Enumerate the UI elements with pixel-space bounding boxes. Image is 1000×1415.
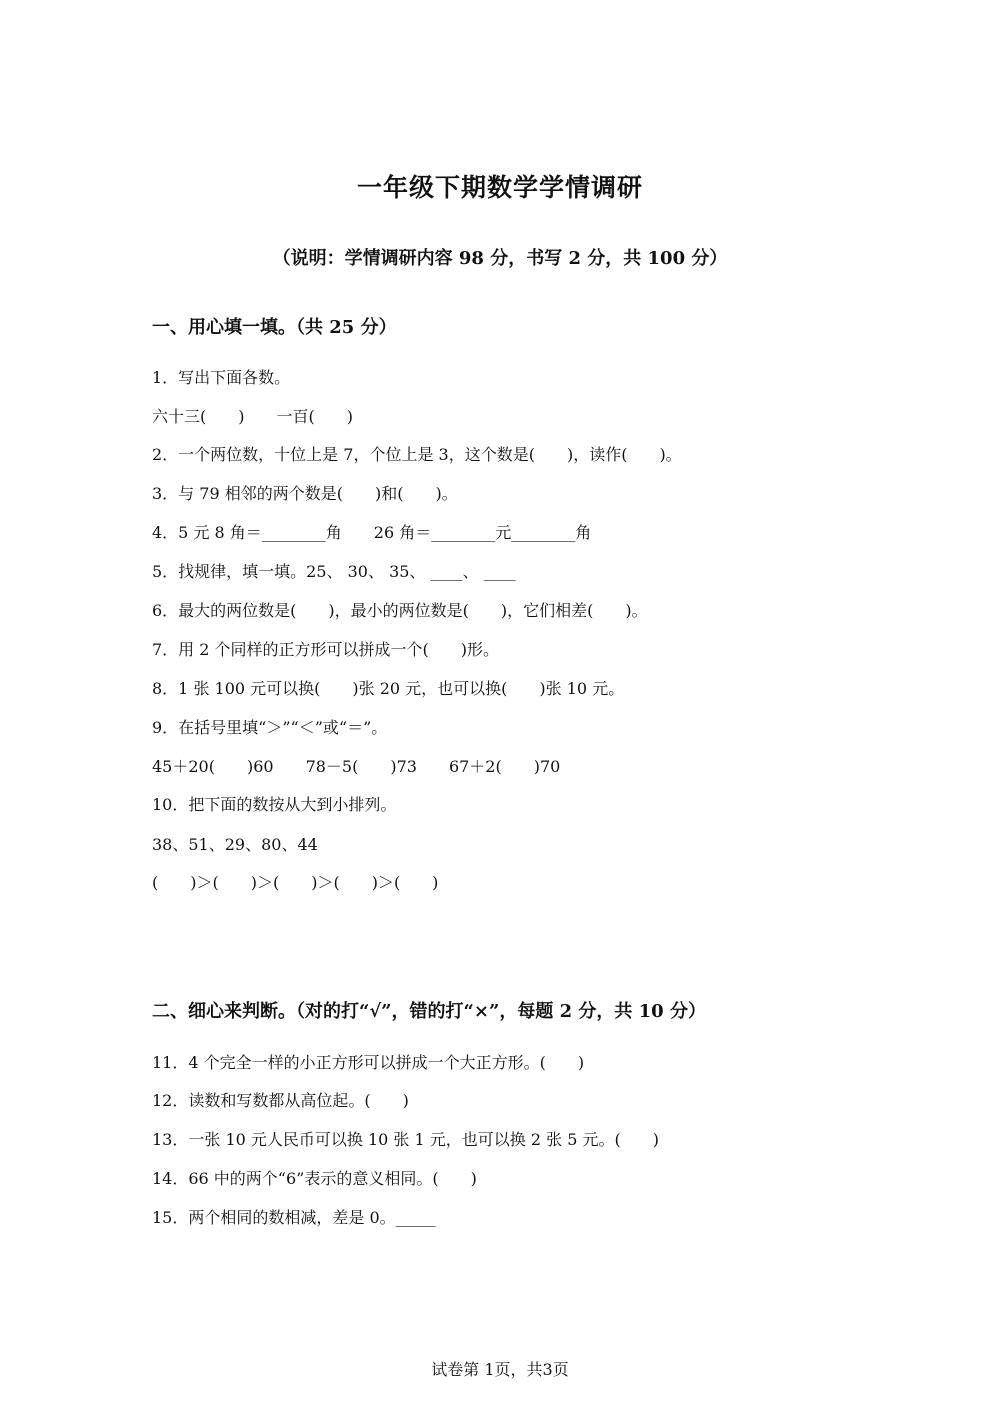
section-2-heading: 二、细心来判断。（对的打“√”，错的打“×”，每题 2 分，共 10 分） — [152, 1001, 706, 1022]
question-13: 13．一张 10 元人民币可以换 10 张 1 元，也可以换 2 张 5 元。( ) — [152, 1130, 659, 1149]
section-1-heading: 一、用心填一填。（共 25 分） — [152, 317, 397, 338]
question-7: 7．用 2 个同样的正方形可以拼成一个( )形。 — [152, 640, 500, 659]
question-6: 6．最大的两位数是( )，最小的两位数是( )，它们相差( )。 — [152, 601, 648, 620]
question-14: 14．66 中的两个“6”表示的意义相同。( ) — [152, 1169, 477, 1188]
question-10: 10．把下面的数按从大到小排列。 — [152, 795, 397, 814]
question-10-answer-line: ( )＞( )＞( )＞( )＞( ) — [152, 873, 439, 892]
question-1: 1．写出下面各数。 — [152, 368, 291, 387]
question-4: 4．5 元 8 角＝________角 26 角＝________元________角 — [152, 523, 592, 542]
question-9: 9．在括号里填“＞”“＜”或“＝”。 — [152, 718, 388, 737]
page-footer: 试卷第 1页，共3页 — [431, 1360, 569, 1379]
question-10-numbers: 38、51、29、80、44 — [152, 835, 318, 854]
question-15: 15．两个相同的数相减，差是 0。_____ — [152, 1208, 436, 1227]
question-5: 5．找规律，填一填。25、 30、 35、 ____、 ____ — [152, 562, 516, 581]
question-9-answer-line: 45＋20( )60 78－5( )73 67＋2( )70 — [152, 757, 561, 776]
question-1-answer-line: 六十三( ) 一百( ) — [152, 407, 353, 426]
page-title: 一年级下期数学学情调研 — [356, 173, 643, 202]
exam-instructions: （说明：学情调研内容 98 分，书写 2 分，共 100 分） — [272, 248, 728, 269]
question-2: 2．一个两位数，十位上是 7，个位上是 3，这个数是( )，读作( )。 — [152, 445, 682, 464]
question-3: 3．与 79 相邻的两个数是( )和( )。 — [152, 484, 458, 503]
question-12: 12．读数和写数都从高位起。( ) — [152, 1091, 409, 1110]
question-11: 11．4 个完全一样的小正方形可以拼成一个大正方形。( ) — [152, 1053, 585, 1072]
question-8: 8．1 张 100 元可以换( )张 20 元，也可以换( )张 10 元。 — [152, 679, 625, 698]
